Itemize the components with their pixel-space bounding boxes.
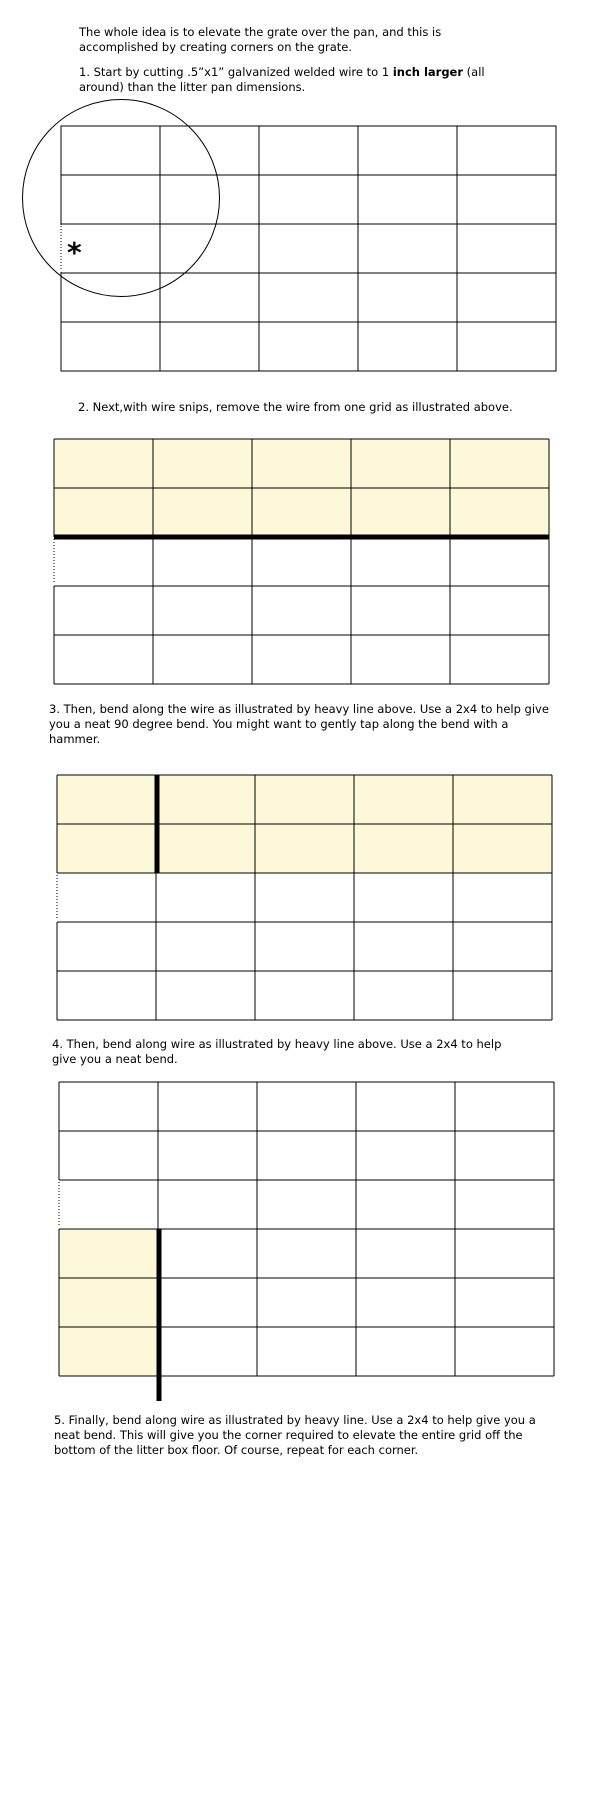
- step-4-text-line-1: 4. Then, bend along wire as illustrated by heavy line above. Use a 2x4 to help: [52, 1037, 502, 1051]
- intro-line-1: The whole idea is to elevate the grate over the pan, and this is: [79, 25, 442, 39]
- grid-2: [54, 439, 549, 684]
- step-3-text-line-2: you a neat 90 degree bend. You might want to gently tap along the bend with a: [49, 717, 509, 731]
- step-5-text-line-2: neat bend. This will give you the corner required to elevate the entire grid off the: [54, 1428, 523, 1442]
- grid-4: [59, 1082, 554, 1401]
- step-5-text-line-1: 5. Finally, bend along wire as illustrated by heavy line. Use a 2x4 to help give you a: [54, 1413, 536, 1427]
- highlight-circle: [23, 100, 220, 297]
- step-4-text-line-2: give you a neat bend.: [52, 1052, 178, 1066]
- step-1-text-bold: inch larger: [392, 65, 464, 79]
- step-1-text-line-2: around) than the litter pan dimensions.: [79, 80, 306, 94]
- step-3-text-line-3: hammer.: [49, 732, 101, 746]
- grid-4-shaded-area: [59, 1229, 158, 1376]
- grid-1-outline: [61, 126, 556, 371]
- grid-1: [61, 126, 556, 371]
- grid-3: [57, 775, 552, 1020]
- step-2-text: 2. Next,with wire snips, remove the wire from one grid as illustrated above.: [78, 400, 513, 414]
- asterisk-marker: *: [67, 236, 82, 269]
- step-1-text-b: (all: [463, 65, 485, 79]
- intro-line-2: accomplished by creating corners on the grate.: [79, 40, 353, 54]
- step-5-text-line-3: bottom of the litter box floor. Of course, repeat for each corner.: [54, 1443, 419, 1457]
- step-1-text-a: 1. Start by cutting .5”x1” galvanized welded wire to 1: [79, 65, 393, 79]
- step-3-text-line-1: 3. Then, bend along the wire as illustrated by heavy line above. Use a 2x4 to help give: [49, 702, 549, 716]
